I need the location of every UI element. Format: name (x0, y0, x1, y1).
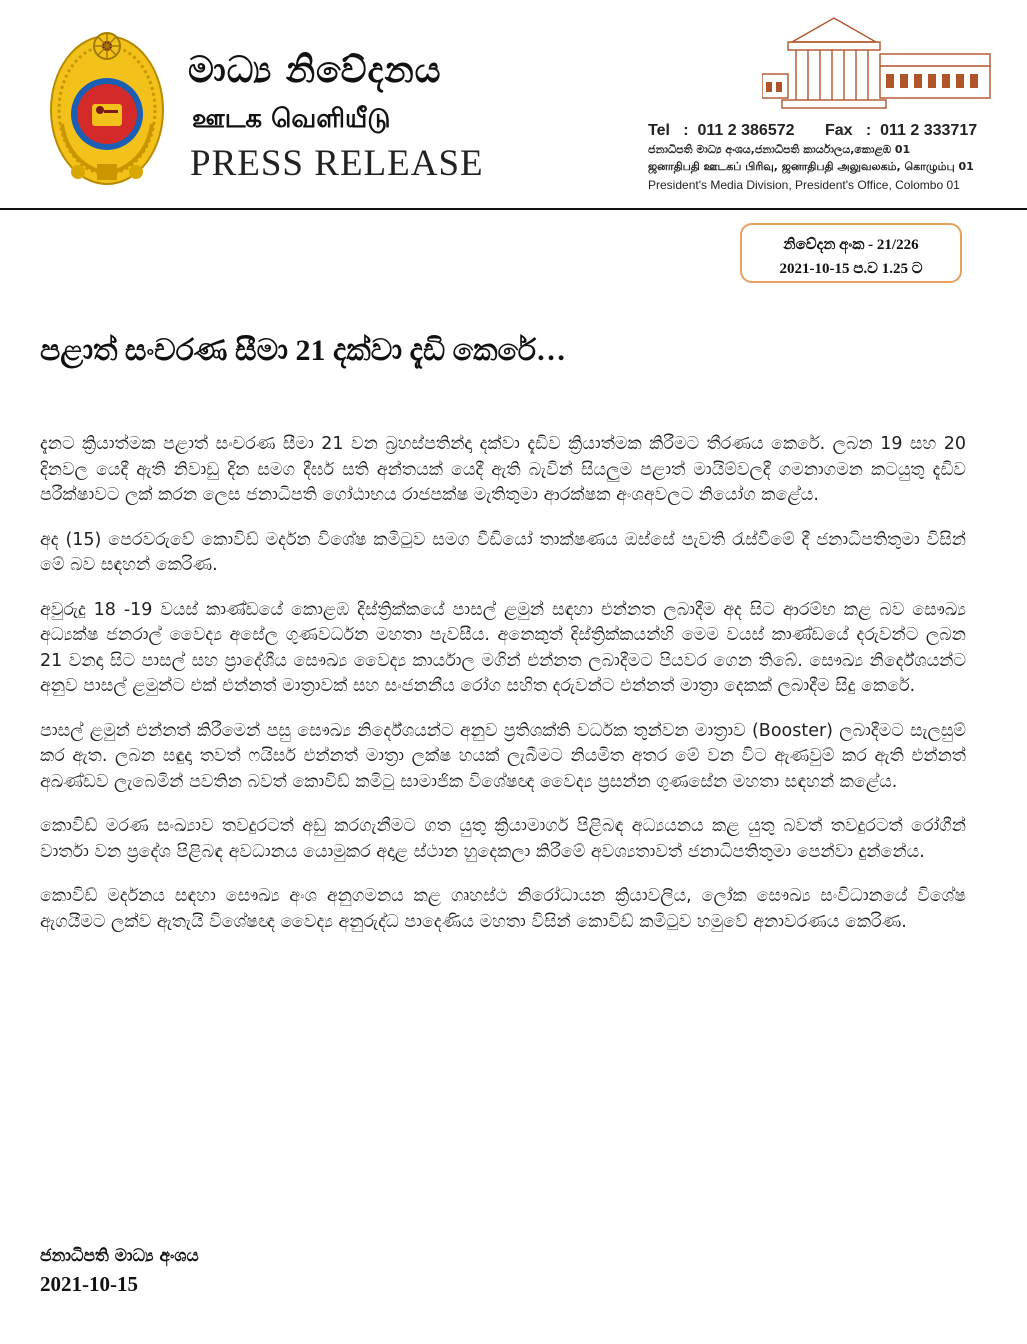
title-sinhala: මාධ්‍ය නිවේදනය (188, 50, 442, 91)
reference-box (740, 223, 962, 283)
tel-number: 011 2 386572 (697, 122, 795, 139)
paragraph: අද (15) පෙරවරුවේ කොවිඩ් මර්දන විශේෂ කමිටුව සමග වීඩියෝ තාක්ෂණය ඔස්සේ පැවති රැස්වීමේ දී ජනාධිපතිතුමා විසින් මේ බව සඳහන් කෙරිණ. (40, 529, 966, 575)
letterhead (0, 0, 1027, 214)
contact-block (648, 122, 1008, 192)
issuer-name: ජනාධිපති මාධ්‍ය අංශය (40, 1246, 199, 1266)
issue-date: 2021-10-15 (40, 1272, 138, 1296)
office-english: President's Media Division, President's Office, Colombo 01 (648, 178, 960, 192)
title-tamil: ஊடக வெளியீடு (192, 104, 391, 134)
phone-fax-line: Tel : 011 2 386572 Fax : 011 2 333717 (648, 122, 978, 139)
headline: පළාත් සංචරණ සීමා 21 දක්වා දැඩි කෙරේ… (40, 334, 567, 367)
sri-lanka-national-emblem-icon (48, 24, 166, 190)
reference-datetime: 2021-10-15 ප.ව 1.25 ට (779, 261, 923, 277)
office-sinhala: ජනාධිපති මාධ්‍ය අංශය,ජනාධිපති කාර්යාලය,කොළඹ 01 (648, 143, 911, 156)
paragraph: දැනට ක්‍රියාත්මක පළාත් සංචරණ සීමා 21 වන බ්‍රහස්පතින්දා දක්වා දැඩිව ක්‍රියාත්මක කිරීමට තීරණය කෙරේ. ලබන 19 සහ 20 දිනවල යෙදී ඇති නිවාඩු දින සමග දීර්ඝ සති අන්තයක් යෙදී ඇති බැවින් සියලුම පළාත් මායිම්වලදී ගමනාගමන කටයුතු දැඩිව පරීක්ෂාවට ලක් කරන ලෙස ජනාධිපති ගෝඨාභය රාජපක්ෂ මැතිතුමා ආරක්ෂක අංශඅවලට නියෝග කළේය. (40, 434, 966, 505)
header-divider (0, 208, 1027, 210)
paragraph: අවුරුදු 18 -19 වයස් කාණ්ඩයේ කොළඹ දිස්ත්‍රික්කයේ පාසල් ළමුන් සඳහා එන්නත ලබාදීම අද සිට ආරම්භ කළ බව සෞඛ්‍ය අධ්‍යක්ෂ ජනරාල් වෛද්‍ය අසේල ගුණවර්ධන මහතා පැවසීය. අනෙකුත් දිස්ත්‍රික්කයන්හි මෙම වයස් කාණ්ඩයේ දරුවන්ට ලබන 21 වනදා සිට පාසල් සහ ප්‍රාදේශීය සෞඛ්‍ය වෛද්‍ය කාර්යාල මගින් එන්නත ලබාදීමට පියවර ගෙන තිබේ. සෞඛ්‍ය නිර්දේශයන්ට අනුව පාසල් ළමුන්ට එක් එන්නත් මාත්‍රාවක් සහ සංජනනීය රෝග සහිත දරුවන්ට එන්නත් මාත්‍රා දෙකක් ලබාදීම සිදු කෙරේ. (40, 599, 967, 696)
article-body (40, 432, 966, 954)
paragraph: කොවිඩ් මරණ සංඛ්‍යාව තවදුරටත් අඩු කරගැනීමට ගත යුතු ක්‍රියාමාර්ග පිළිබඳ අධ්‍යයනය කළ යුතු බවත් තවදුරටත් රෝගීන් වාර්තා වන ප්‍රදේශ පිළිබඳ අවධානය යොමුකර අදාළ ස්ථාන හුදෙකලා කිරීමේ අවශ්‍යතාවත් ජනාධිපතිතුමා පෙන්වා දුන්නේය. (40, 816, 966, 862)
reference-number: නිවේදන අංක - 21/226 (783, 237, 919, 253)
fax-number: 011 2 333717 (880, 122, 978, 139)
fax-label: Fax (824, 122, 853, 139)
office-tamil: ஜனாதிபதி ஊடகப் பிரிவு, ஜனாதிபதி அலுவலகம், கொழும்பு 01 (648, 160, 974, 173)
presidential-secretariat-building-icon (762, 14, 998, 114)
paragraph: පාසල් ළමුන් එන්නත් කිරීමෙන් පසු සෞඛ්‍ය නිර්දේශයන්ට අනුව ප්‍රතිශක්ති වර්ධක තුන්වන මාත්‍රාව (Booster) ලබාදීමට සැලසුම් කර ඇත. ලබන සඳුදා තවත් ෆයිසර් එන්නත් මාත්‍රා ලක්ෂ හයක් ලැබීමට නියමිත අතර මේ වන විට ඇණවුම් කර ඇති එන්නත් අඛණ්ඩව ලැබෙමින් පවතින බවත් කොවිඩ් කමිටු සාමාජික විශේෂඥ වෛද්‍ය ප්‍රසන්න ගුණසේන මහතා සඳහන් කළේය. (40, 720, 966, 792)
paragraph: කොවිඩ් මර්දනය සඳහා සෞඛ්‍ය අංශ අනුගමනය කළ ගෘහස්ථ නිරෝධායන ක්‍රියාවලිය, ලෝක සෞඛ්‍ය සංවිධානයේ විශේෂ ඇගයීමට ලක්ව ඇතැයි විශේෂඥ වෛද්‍ය අනුරුද්ධ පාදෙණිය මහතා විසින් කොවිඩ් කමිටුව හමුවේ අනාවරණය කෙරිණ. (40, 886, 966, 932)
title-english: PRESS RELEASE (190, 143, 484, 184)
tel-label: Tel (648, 122, 670, 139)
